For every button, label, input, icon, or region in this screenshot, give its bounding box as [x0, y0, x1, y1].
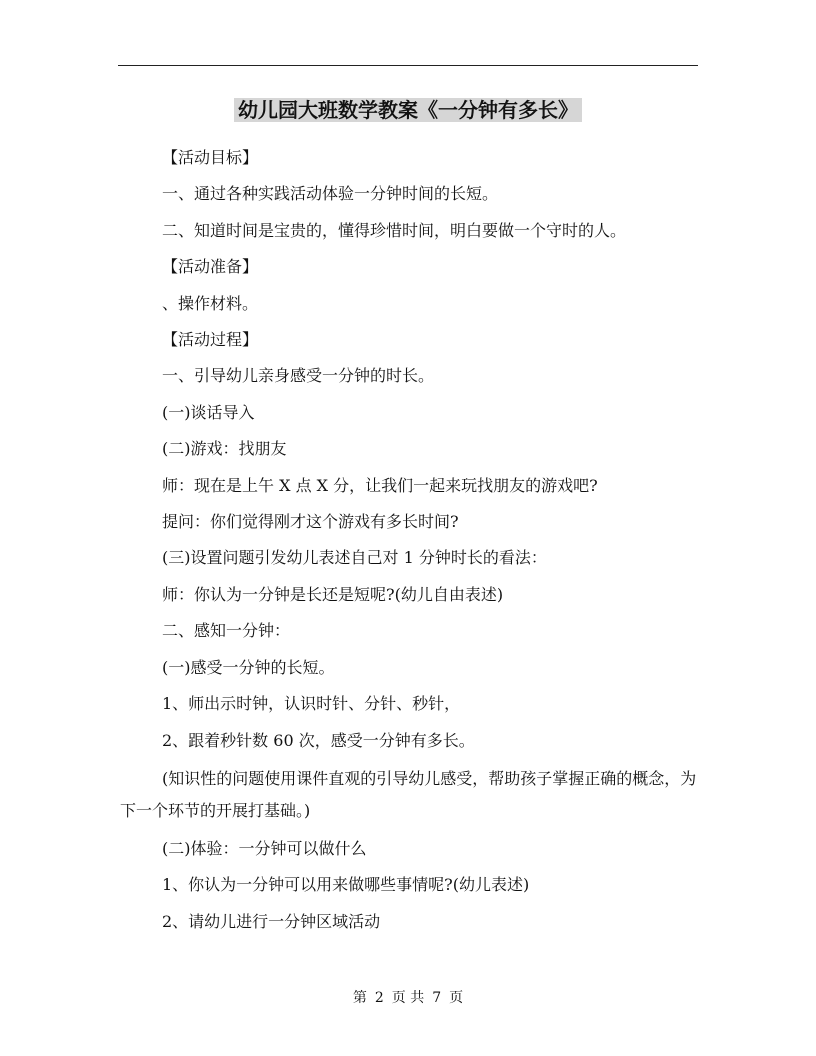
page-footer: [0, 988, 816, 1008]
header-rule: [118, 65, 698, 66]
section-heading: 【活动目标】: [162, 148, 259, 167]
paragraph: 2、跟着秒针数 60 次，感受一分钟有多长。: [162, 730, 475, 750]
paragraph: 二、感知一分钟：: [162, 621, 291, 641]
paragraph: (二)游戏：找朋友: [162, 439, 287, 459]
paragraph: 2、请幼儿进行一分钟区域活动: [162, 911, 381, 931]
document-title-text: 幼儿园大班数学教案《一分钟有多长》: [234, 98, 582, 122]
paragraph: (三)设置问题引发幼儿表述自己对 1 分钟时长的看法：: [162, 548, 547, 568]
page-label-suffix: 页: [449, 990, 464, 1006]
paragraph: 1、师出示时钟，认识时针、分针、秒针，: [162, 694, 461, 714]
paragraph: 提问：你们觉得刚才这个游戏有多长时间?: [162, 512, 459, 532]
paragraph: (一)感受一分钟的长短。: [162, 657, 335, 677]
paragraph: (一)谈话导入: [162, 402, 255, 422]
page-label-middle: 页 共: [391, 990, 425, 1006]
paragraph: (知识性的问题使用课件直观的引导幼儿感受，帮助孩子掌握正确的概念，为下一个环节的开展打基础。): [120, 768, 697, 820]
paragraph: 1、你认为一分钟可以用来做哪些事情呢?(幼儿表述): [162, 875, 530, 895]
paragraph: 一、通过各种实践活动体验一分钟时间的长短。: [162, 184, 499, 204]
page-number: 2: [374, 990, 384, 1006]
total-pages: 7: [432, 990, 442, 1006]
document-title: [0, 96, 816, 124]
document-body: [120, 140, 698, 940]
section-heading: 【活动准备】: [162, 257, 259, 277]
paragraph: 二、知道时间是宝贵的，懂得珍惜时间，明白要做一个守时的人。: [162, 220, 627, 240]
paragraph: 一、引导幼儿亲身感受一分钟的时长。: [162, 366, 435, 386]
paragraph: 、操作材料。: [162, 293, 259, 313]
section-heading: 【活动过程】: [162, 330, 259, 350]
page-label-prefix: 第: [352, 990, 367, 1006]
paragraph: 师：你认为一分钟是长还是短呢?(幼儿自由表述): [162, 584, 504, 604]
paragraph: 师：现在是上午 X 点 X 分，让我们一起来玩找朋友的游戏吧?: [162, 475, 598, 495]
paragraph: (二)体验：一分钟可以做什么: [162, 838, 367, 858]
